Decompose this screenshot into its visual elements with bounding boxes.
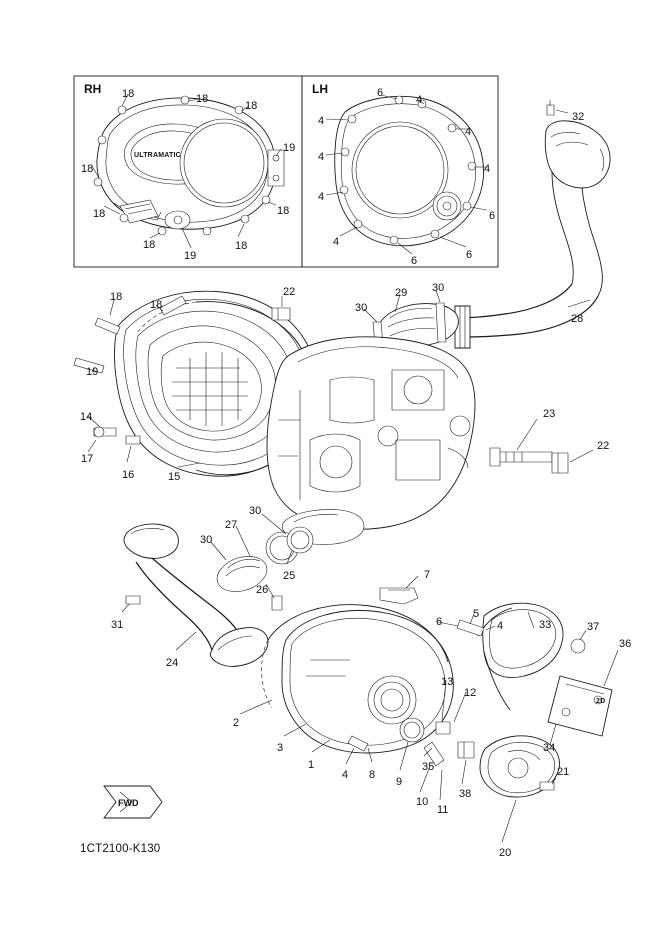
callout-c31: 31 [111,619,124,631]
cover-brand-text: ULTRAMATIC [134,152,181,159]
lh-inset-art [326,95,487,254]
callout-c6-left: 6 [436,616,443,628]
lower-crankcase-cover [240,605,477,800]
callout-c11: 11 [437,804,449,816]
callout-c25: 25 [283,570,296,582]
callout-rh-18-e: 18 [93,208,106,220]
callout-c7: 7 [424,569,431,581]
callout-lh-4-c: 4 [465,126,472,138]
callout-lh-6-b: 6 [489,210,496,222]
callout-c8: 8 [369,769,376,781]
callout-c36: 36 [619,638,632,650]
callout-lh-6-a: 6 [377,87,384,99]
fwd-label: FWD [118,798,139,808]
callout-rh-18-f: 18 [277,205,290,217]
callout-lh-4-e: 4 [484,163,491,175]
callout-c18-left: 18 [110,291,123,303]
callout-c18-left2: 18 [150,299,163,311]
callout-c34: 34 [543,742,556,754]
callout-lh-6-d: 6 [466,249,473,261]
callout-c4-bot: 4 [342,769,349,781]
plate-text: 2D [596,698,606,705]
callout-c33: 33 [539,619,552,631]
callout-c30-d: 30 [200,534,213,546]
callout-c22-b: 22 [597,440,610,452]
callout-lh-6-c: 6 [411,255,418,267]
callout-c30-c: 30 [249,505,262,517]
callout-c9: 9 [396,776,403,788]
callout-c16: 16 [122,469,135,481]
callout-c23: 23 [543,408,556,420]
rh-inset-art [92,94,284,248]
callout-c10: 10 [416,796,429,808]
part-number: 1CT2100-K130 [80,843,161,855]
callout-c24: 24 [166,657,179,669]
callout-lh-4-f: 4 [318,191,325,203]
long-bolt-23 [490,419,593,473]
callout-lh-4-a: 4 [416,94,423,106]
callout-rh-18-g: 18 [143,239,156,251]
callout-c17: 17 [81,453,94,465]
callout-c21: 21 [557,766,570,778]
callout-c2: 2 [233,717,240,729]
callout-c5: 5 [473,608,480,620]
callout-lh-4-g: 4 [333,236,340,248]
callout-c32: 32 [572,111,585,123]
callout-rh-19-b: 19 [184,250,197,262]
air-duct-assembly [455,100,610,348]
callout-rh-18-d: 18 [81,163,94,175]
callout-c3: 3 [277,742,284,754]
callout-c22-a: 22 [283,286,296,298]
callout-c29: 29 [395,287,408,299]
callout-c35: 35 [422,761,435,773]
callout-c4-mid: 4 [497,620,504,632]
callout-c13: 13 [441,676,454,688]
callout-c37: 37 [587,621,600,633]
callout-lh-4-b: 4 [318,115,325,127]
callout-c30-a: 30 [432,282,445,294]
crankcase-body [267,337,475,545]
callout-c15: 15 [168,471,181,483]
callout-rh-18-a: 18 [122,88,135,100]
callout-c19-left: 19 [86,366,99,378]
callout-rh-18-h: 18 [235,240,248,252]
callout-rh-18-c: 18 [245,100,258,112]
callout-c27: 27 [225,519,238,531]
callout-rh-18-b: 18 [196,93,209,105]
callout-lh-4-d: 4 [318,151,325,163]
callout-c12: 12 [464,687,477,699]
callout-c20: 20 [499,847,512,859]
callout-c28: 28 [571,313,584,325]
callout-c30-b: 30 [355,302,368,314]
inset-rh-label: RH [84,82,102,96]
callout-rh-19-a: 19 [283,142,296,154]
callout-c26: 26 [256,584,269,596]
callout-c38: 38 [459,788,472,800]
callout-c1: 1 [308,759,315,771]
callout-c14: 14 [80,411,93,423]
inset-lh-label: LH [312,82,328,96]
